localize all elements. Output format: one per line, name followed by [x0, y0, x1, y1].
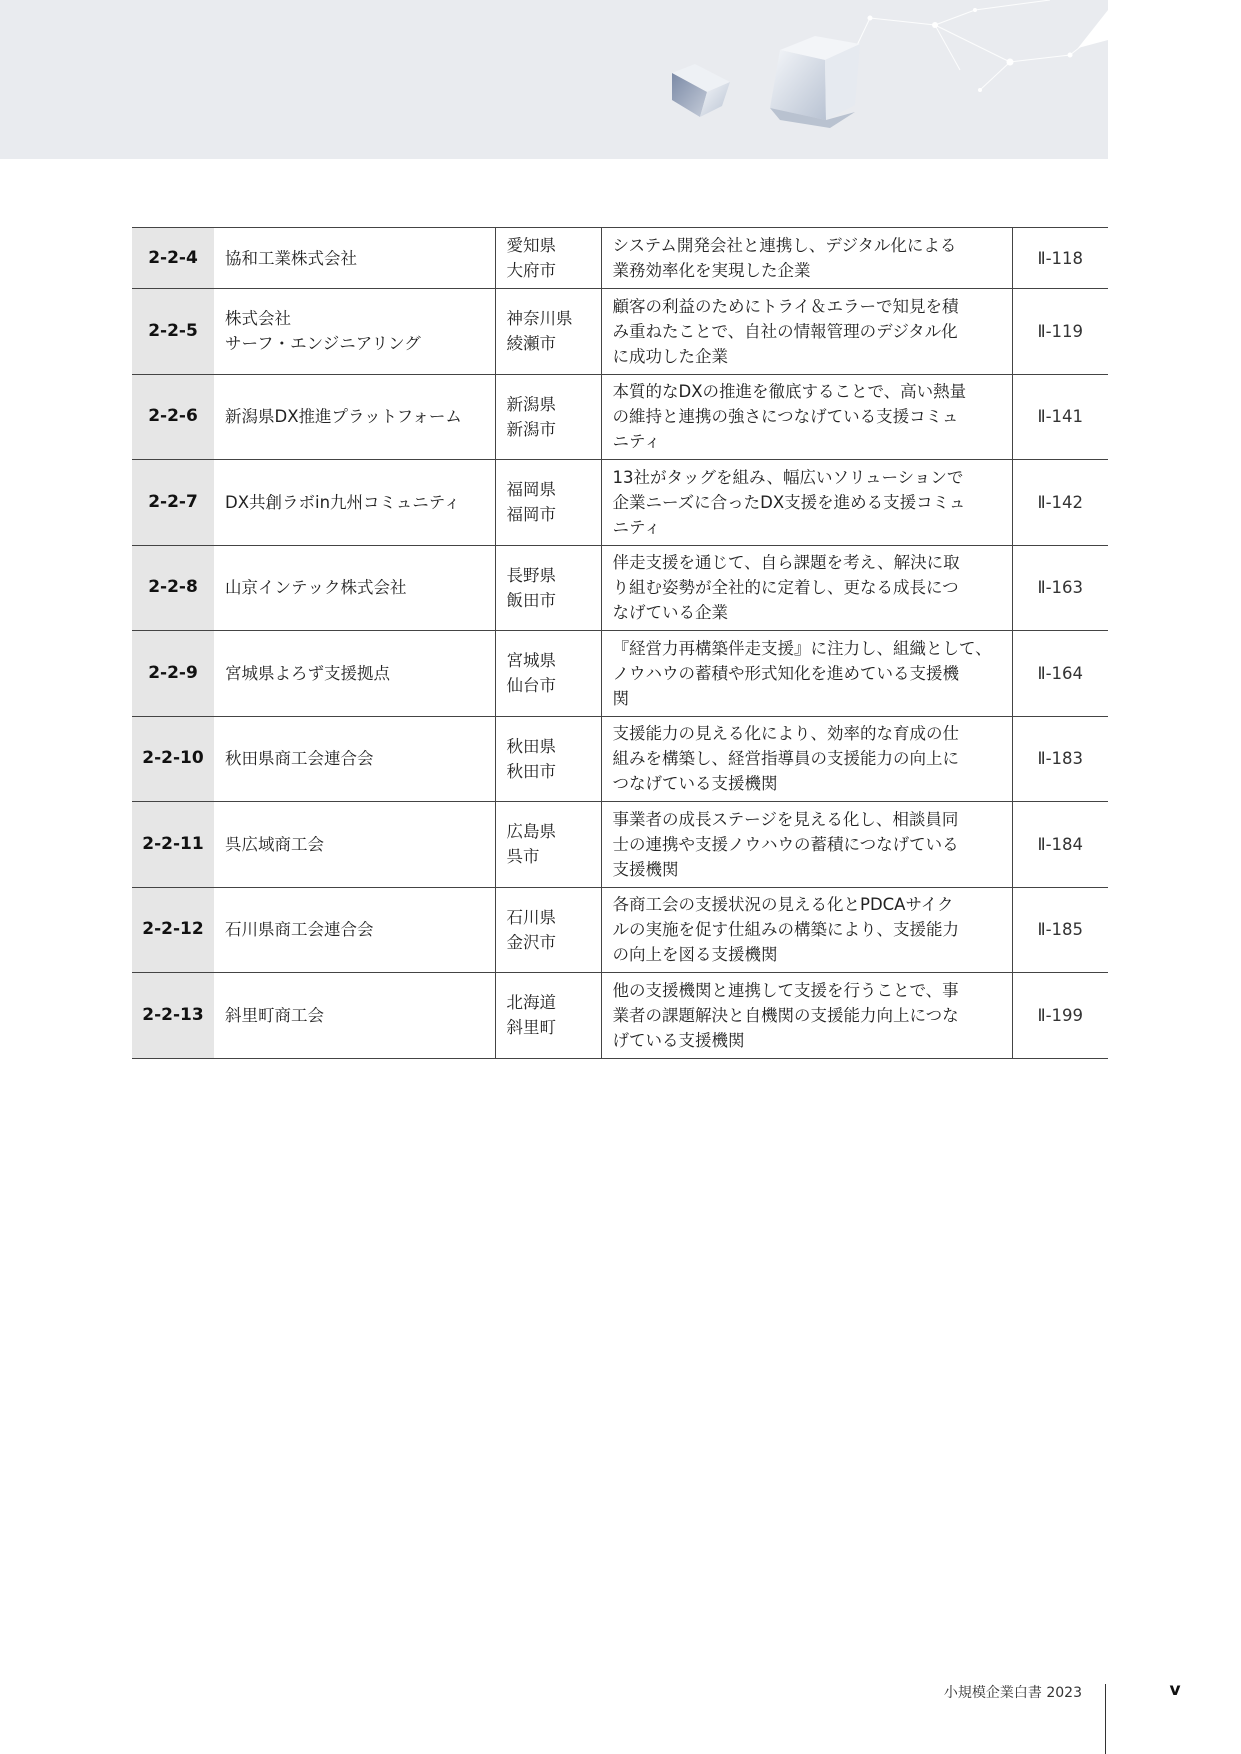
- page-number: v: [1169, 1680, 1181, 1700]
- table-row: [132, 289, 1108, 375]
- organization-name: DX共創ラボin九州コミュニティ: [214, 460, 495, 546]
- case-number: 2-2-11: [132, 802, 214, 888]
- page-reference: Ⅱ-141: [1012, 374, 1108, 460]
- page-reference: Ⅱ-142: [1012, 460, 1108, 546]
- page-reference: Ⅱ-163: [1012, 545, 1108, 631]
- case-description: 顧客の利益のためにトライ＆エラーで知見を積 み重ねたことで、自社の情報管理のデジタル化 に成功した企業: [601, 289, 1012, 375]
- case-list-table: [132, 227, 1108, 1059]
- location: 新潟県 新潟市: [495, 374, 601, 460]
- footer-divider: [1105, 1684, 1106, 1754]
- publication-title: 小規模企業白書 2023: [943, 1685, 1082, 1701]
- location: 宮城県 仙台市: [495, 631, 601, 717]
- table-row: [132, 228, 1108, 289]
- organization-name: 斜里町商工会: [214, 973, 495, 1059]
- organization-name: 石川県商工会連合会: [214, 887, 495, 973]
- decorative-cubes-graphic: [0, 0, 1108, 159]
- location: 秋田県 秋田市: [495, 716, 601, 802]
- organization-name: 新潟県DX推進プラットフォーム: [214, 374, 495, 460]
- case-number: 2-2-13: [132, 973, 214, 1059]
- case-number: 2-2-6: [132, 374, 214, 460]
- table-row: [132, 716, 1108, 802]
- table-row: [132, 631, 1108, 717]
- case-description: 各商工会の支援状況の見える化とPDCAサイク ルの実施を促す仕組みの構築により、支援能力 の向上を図る支援機関: [601, 887, 1012, 973]
- case-description: 事業者の成長ステージを見える化し、相談員同 士の連携や支援ノウハウの蓄積につなげている 支援機関: [601, 802, 1012, 888]
- organization-name: 株式会社 サーフ・エンジニアリング: [214, 289, 495, 375]
- case-number: 2-2-4: [132, 228, 214, 289]
- table-row: [132, 973, 1108, 1059]
- page-reference: Ⅱ-164: [1012, 631, 1108, 717]
- page-reference: Ⅱ-183: [1012, 716, 1108, 802]
- page-reference: Ⅱ-199: [1012, 973, 1108, 1059]
- case-description: 支援能力の見える化により、効率的な育成の仕 組みを構築し、経営指導員の支援能力の向上に つなげている支援機関: [601, 716, 1012, 802]
- page-reference: Ⅱ-185: [1012, 887, 1108, 973]
- organization-name: 宮城県よろず支援拠点: [214, 631, 495, 717]
- case-number: 2-2-12: [132, 887, 214, 973]
- page-reference: Ⅱ-184: [1012, 802, 1108, 888]
- case-number: 2-2-5: [132, 289, 214, 375]
- table-row: [132, 460, 1108, 546]
- case-description: 13社がタッグを組み、幅広いソリューションで 企業ニーズに合ったDX支援を進める支援コミュ ニティ: [601, 460, 1012, 546]
- location: 福岡県 福岡市: [495, 460, 601, 546]
- case-description: システム開発会社と連携し、デジタル化による 業務効率化を実現した企業: [601, 228, 1012, 289]
- case-description: 本質的なDXの推進を徹底することで、高い熱量 の維持と連携の強さにつなげている支援コミュ ニティ: [601, 374, 1012, 460]
- case-number: 2-2-9: [132, 631, 214, 717]
- case-number: 2-2-8: [132, 545, 214, 631]
- page-reference: Ⅱ-119: [1012, 289, 1108, 375]
- header-band: [0, 0, 1108, 159]
- table-row: [132, 545, 1108, 631]
- organization-name: 山京インテック株式会社: [214, 545, 495, 631]
- page-reference: Ⅱ-118: [1012, 228, 1108, 289]
- location: 石川県 金沢市: [495, 887, 601, 973]
- case-description: 伴走支援を通じて、自ら課題を考え、解決に取 り組む姿勢が全社的に定着し、更なる成長につ なげている企業: [601, 545, 1012, 631]
- table-row: [132, 374, 1108, 460]
- location: 愛知県 大府市: [495, 228, 601, 289]
- location: 広島県 呉市: [495, 802, 601, 888]
- organization-name: 協和工業株式会社: [214, 228, 495, 289]
- location: 長野県 飯田市: [495, 545, 601, 631]
- organization-name: 秋田県商工会連合会: [214, 716, 495, 802]
- table-row: [132, 802, 1108, 888]
- table-row: [132, 887, 1108, 973]
- location: 北海道 斜里町: [495, 973, 601, 1059]
- case-number: 2-2-7: [132, 460, 214, 546]
- organization-name: 呉広域商工会: [214, 802, 495, 888]
- case-description: 他の支援機関と連携して支援を行うことで、事 業者の課題解決と自機関の支援能力向上につな げている支援機関: [601, 973, 1012, 1059]
- location: 神奈川県 綾瀬市: [495, 289, 601, 375]
- case-number: 2-2-10: [132, 716, 214, 802]
- case-description: 『経営力再構築伴走支援』に注力し、組織として、 ノウハウの蓄積や形式知化を進めている支援機 関: [601, 631, 1012, 717]
